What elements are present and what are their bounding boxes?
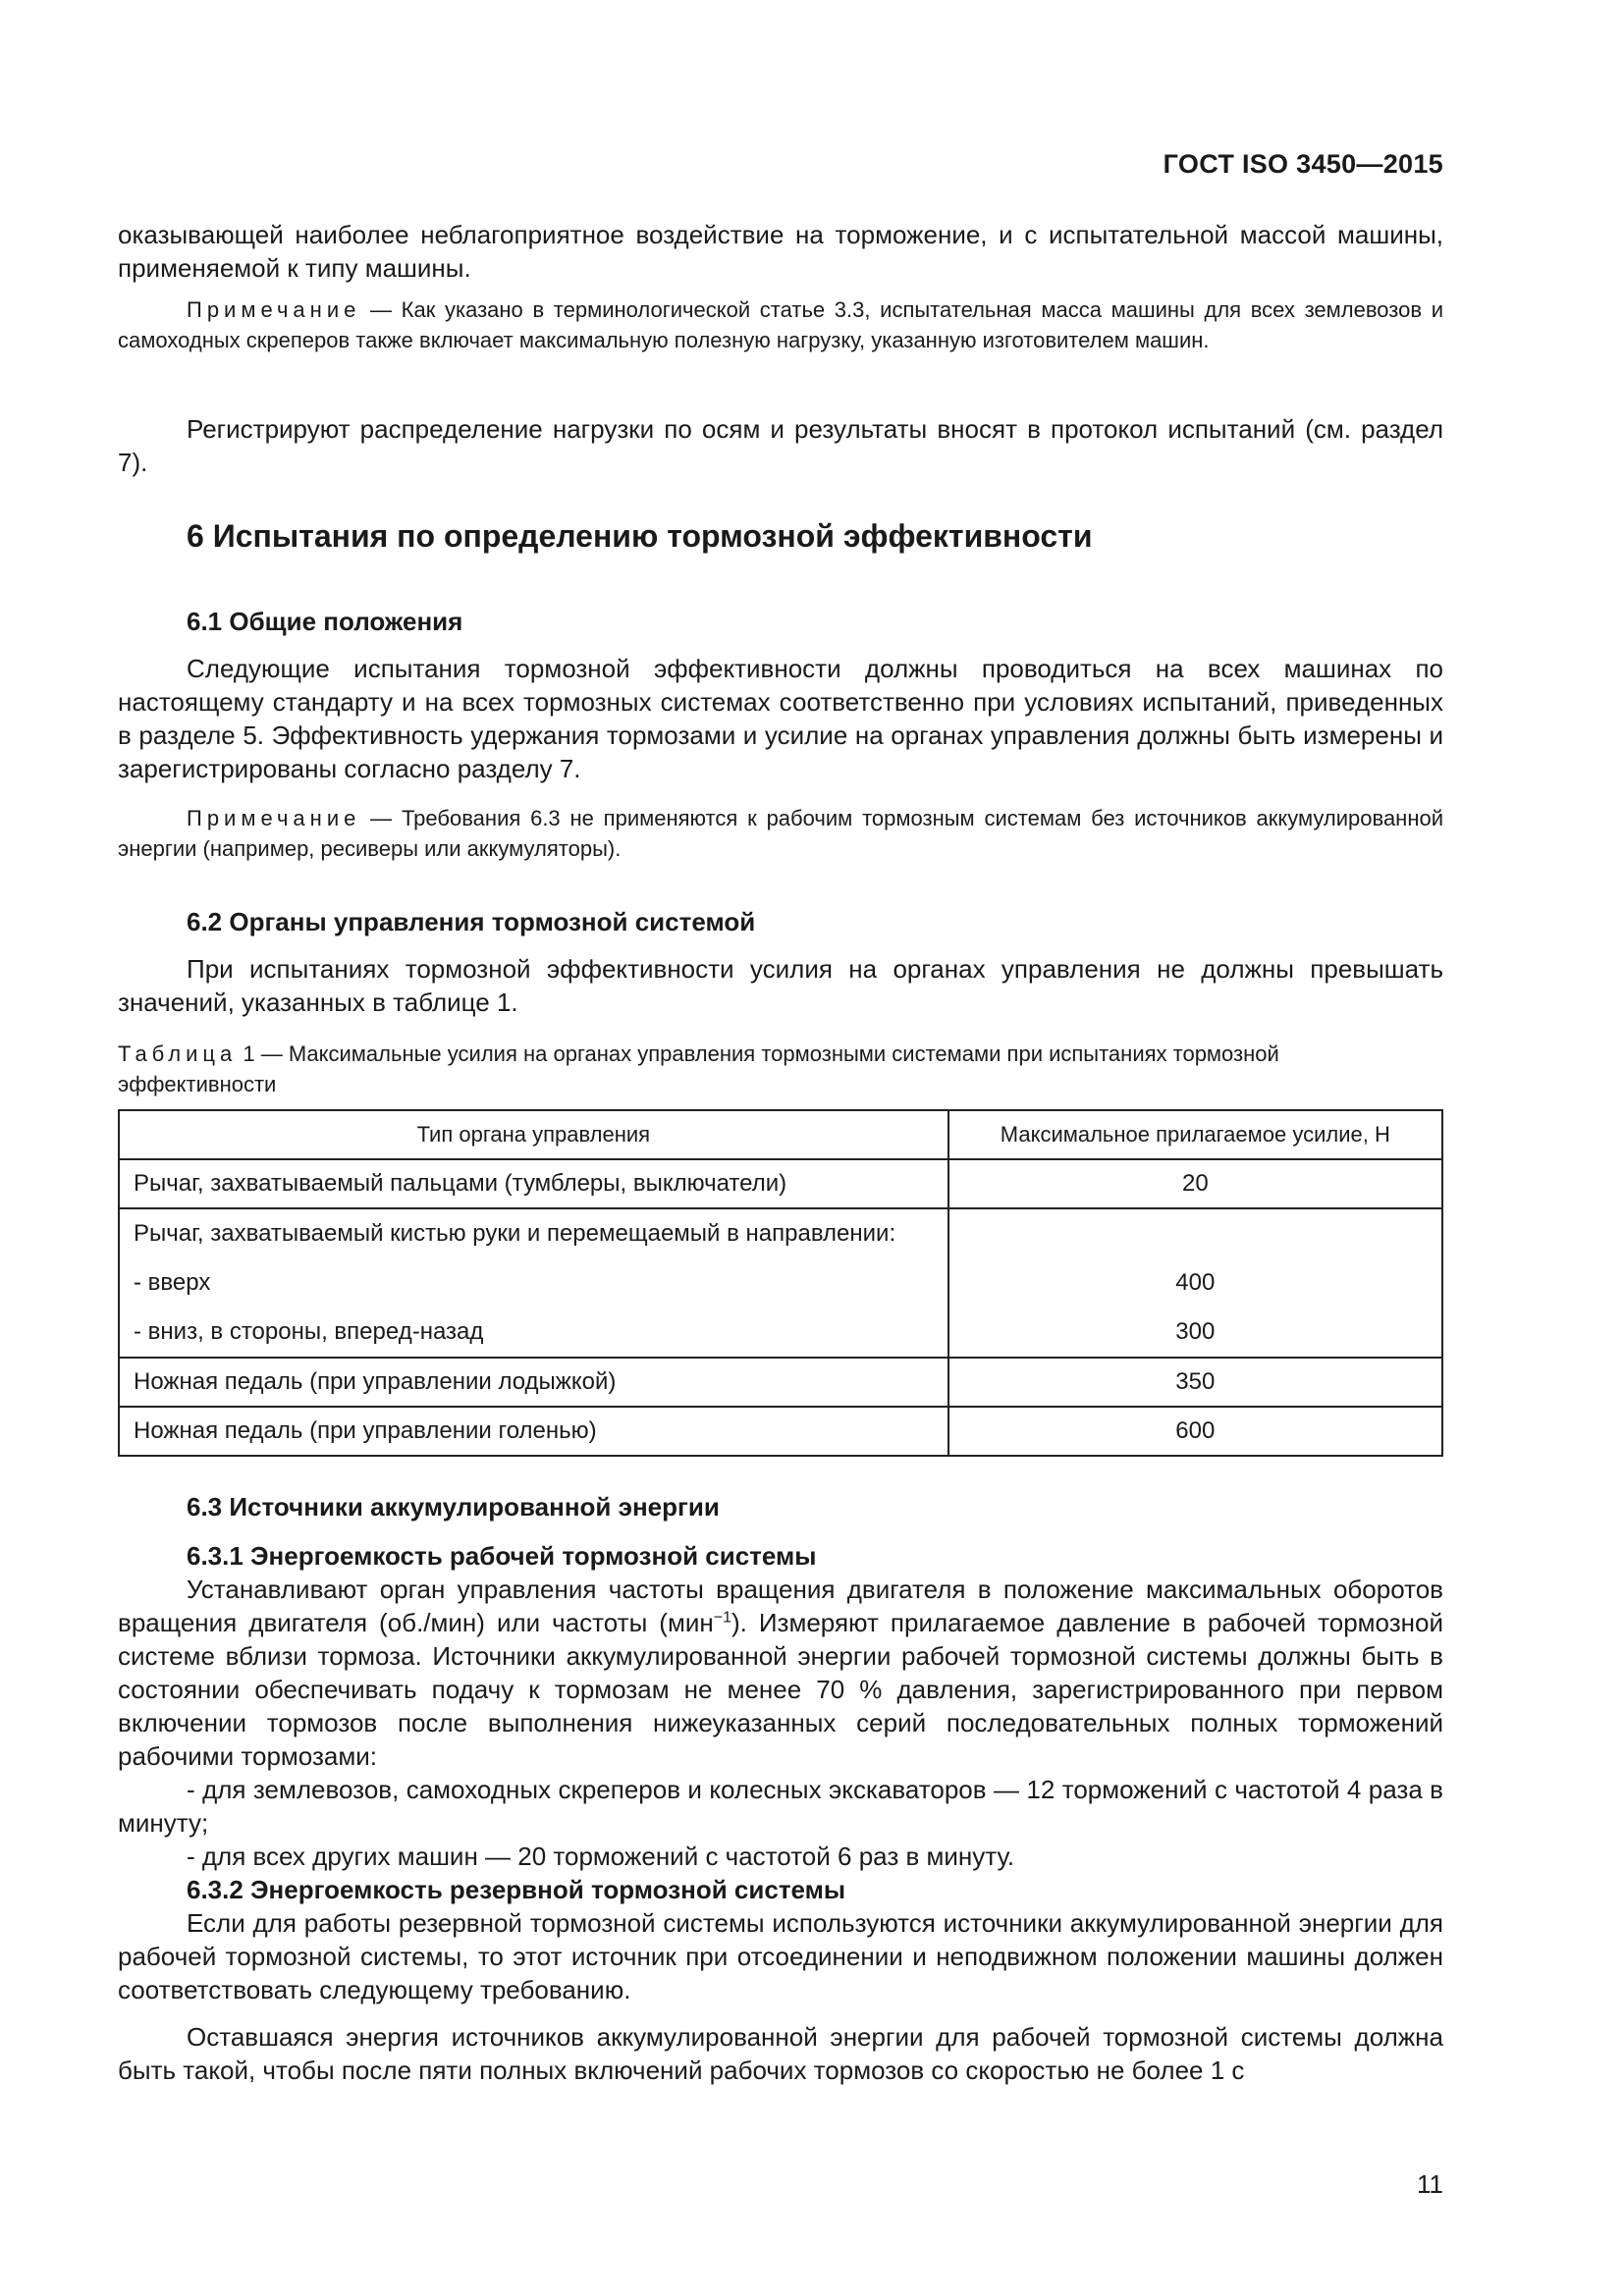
table-cell-force: 400 [1175,1269,1216,1296]
intro-paragraph: оказывающей наиболее неблагоприятное воздействие на торможение, и с испытательной массой машины, применяемой к типу машины. [118,220,1443,283]
note-label: Примечание [187,806,361,830]
section-6-2-title: 6.2 Органы управления тормозной системой [187,907,756,936]
section-6-1-paragraph: Следующие испытания тормозной эффективности должны проводиться на всех машинах по настоящему стандарту и на всех тормозных системах соответственно при условиях испытаний, приведенных в разделе 5. Эффективность удержания тормозами и усилие на органах управления должны быть измерены и зарегистрированы согласно разделу 7. [118,654,1443,783]
intro-paragraph-2-block [118,412,1443,479]
table-caption-label: Таблица [118,1041,238,1066]
section-6-1-note [118,803,1443,864]
table-cell-type-sub: - вверх [134,1269,211,1296]
intro-note [118,294,1443,355]
section-6-3-title: 6.3 Источники аккумулированной энергии [187,1492,720,1522]
document-page [118,0,1443,2296]
intro-paragraph-2: Регистрируют распределение нагрузки по осям и результаты вносят в протокол испытаний (см. раздел 7). [118,414,1443,477]
section-6-3-2-paragraph-block [118,1906,1443,2087]
section-6-3-2-paragraph-2: Оставшаяся энергия источников аккумулированной энергии для рабочей тормозной системы должна быть такой, чтобы после пяти полных включений рабочих тормозов со скоростью не более 1 с [118,2022,1443,2085]
table-header-type: Тип органа управления [119,1110,948,1159]
table-row [119,1159,1442,1208]
section-6-2-paragraph-block [118,952,1443,1019]
table-cell-force: 300 [1175,1318,1216,1345]
table-cell-force: 600 [948,1407,1442,1456]
table-cell-force: 20 [948,1159,1442,1208]
note-text: — Как указано в терминологической статье 3.3, испытательная масса машины для всех землевозов и самоходных скреперов также включает максимальную полезную нагрузку, указанную изготовителем машин. [118,297,1443,352]
document-header: ГОСТ ISO 3450—2015 [1163,149,1443,179]
table-row [119,1358,1442,1407]
table-row [119,1407,1442,1456]
table-header-force: Максимальное прилагаемое усилие, Н [948,1110,1442,1159]
section-6-3-1-paragraph-block [118,1573,1443,1873]
section-6-3-1-paragraph: Устанавливают орган управления частоты вращения двигателя в положение максимальных оборотов вращения двигателя (об./мин) или частоты (мин$^{-1}$). Измеряют прилагаемое давление в рабочей тормозной системе вблизи тормоза. Источники аккумулированной энергии рабочей тормозной системы должны быть в состоянии обеспечивать подачу к тормозам не менее 70 % давления, зарегистрированного при первом включении тормозов после выполнения нижеуказанных серий последовательных полных торможений рабочими тормозами: [118,1575,1443,1771]
section-6-title: 6 Испытания по определению тормозной эффективности [187,518,1093,554]
intro-continuation [118,218,1443,285]
list-item: - для землевозов, самоходных скреперов и колесных экскаваторов — 12 торможений с частотой 4 раза в минуту; [118,1775,1443,1838]
note-label: Примечание [187,297,361,322]
table-cell-type: Ножная педаль (при управлении лодыжкой) [119,1358,948,1407]
table-cell-type: Рычаг, захватываемый пальцами (тумблеры, выключатели) [119,1159,948,1208]
table-1-caption [118,1039,1443,1099]
table-cell-type-sub: - вниз, в стороны, вперед-назад [134,1318,484,1345]
note-text: — Требования 6.3 не применяются к рабочим тормозным системам без источников аккумулированной энергии (например, ресиверы или аккумуляторы). [118,806,1443,861]
section-6-1-title: 6.1 Общие положения [187,607,463,636]
section-6-1-paragraph-block [118,652,1443,785]
page-number: 11 [1417,2169,1443,2199]
table-cell-force: 350 [948,1358,1442,1407]
table-1 [118,1109,1443,1457]
section-6-3-1-title: 6.3.1 Энергоемкость рабочей тормозной системы [187,1541,817,1571]
section-6-2-paragraph: При испытаниях тормозной эффективности усилия на органах управления не должны превышать значений, указанных в таблице 1. [118,954,1443,1017]
table-header-row [119,1110,1442,1159]
section-6-3-2-title: 6.3.2 Энергоемкость резервной тормозной системы [187,1875,846,1904]
superscript: −1 [713,1609,731,1627]
table-row [119,1208,1442,1358]
list-item: - для всех других машин — 20 торможений с частотой 6 раз в минуту. [187,1842,1015,1871]
table-cell-type: Ножная педаль (при управлении голенью) [119,1407,948,1456]
table-caption-text: 1 — Максимальные усилия на органах управления тормозными системами при испытаниях тормозной эффективности [118,1041,1279,1096]
section-6-3-2-paragraph: Если для работы резервной тормозной системы используются источники аккумулированной энергии для рабочей тормозной системы, то этот источник при отсоединении и неподвижном положении машины должен соответствовать следующему требованию. [118,1908,1443,2004]
table-cell-type: Рычаг, захватываемый кистью руки и перемещаемый в направлении: [134,1220,896,1247]
